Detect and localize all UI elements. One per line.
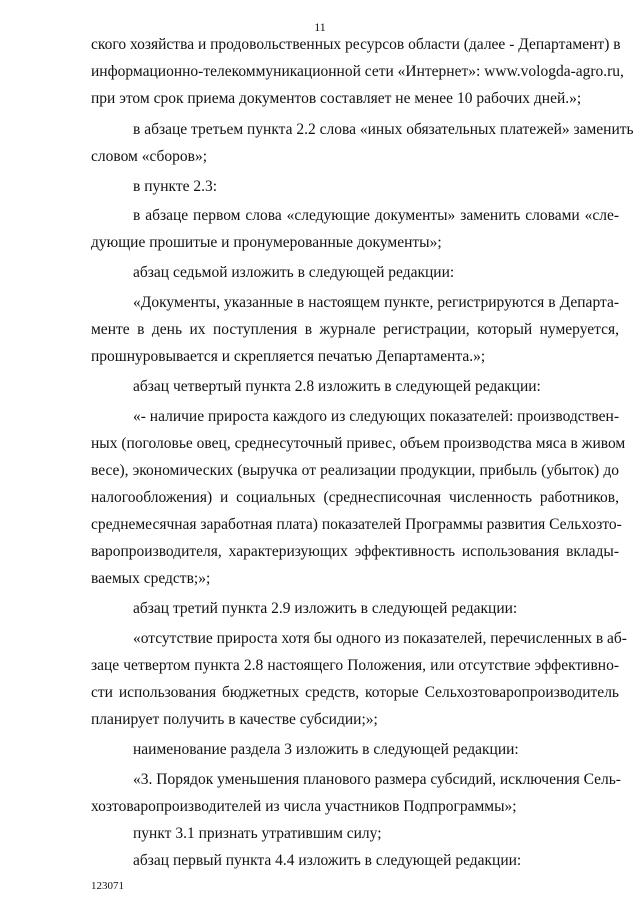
text-line: при этом срок приема документов составляет не менее 10 рабочих дней.»; — [91, 90, 582, 107]
text-line: «3. Порядок уменьшения планового размера субсидий, исключения Сель- — [133, 771, 621, 788]
text-line: ского хозяйства и продовольственных ресурсов области (далее - Департамент) в — [91, 36, 621, 53]
text-line: информационно-телекоммуникационной сети «Интернет»: www.vologda-agro.ru, — [91, 63, 624, 80]
text-line: дующие прошитые и пронумерованные документы»; — [91, 234, 442, 251]
text-line: в абзаце третьем пункта 2.2 слова «иных обязательных платежей» заменить — [133, 121, 634, 138]
text-line: ных (поголовье овец, среднесуточный привес, объем производства мяса в живом — [91, 435, 626, 452]
text-line: ваемых средств;»; — [91, 570, 211, 587]
text-line: заце четвертом пункта 2.8 настоящего Положения, или отсутствие эффективно- — [91, 657, 619, 674]
text-line: весе), экономических (выручка от реализации продукции, прибыль (убыток) до — [91, 462, 619, 479]
text-line: абзац первый пункта 4.4 изложить в следующей редакции: — [133, 852, 522, 869]
text-line: налогообложения) и социальных (среднесписочная численность работников, — [91, 489, 619, 506]
document-id: 123071 — [91, 880, 124, 892]
page-number: 11 — [314, 20, 326, 34]
text-line: менте в день их поступления в журнале регистрации, который нумеруется, — [91, 321, 619, 338]
text-line: «- наличие прироста каждого из следующих показателей: производствен- — [133, 408, 619, 425]
text-line: «отсутствие прироста хотя бы одного из показателей, перечисленных в аб- — [133, 630, 627, 647]
text-line: словом «сборов»; — [91, 148, 208, 165]
text-line: в пункте 2.3: — [133, 178, 218, 195]
text-line: «Документы, указанные в настоящем пункте, регистрируются в Департа- — [133, 294, 619, 311]
text-line: абзац третий пункта 2.9 изложить в следующей редакции: — [133, 600, 518, 617]
text-line: варопроизводителя, характеризующих эффективность использования вклады- — [91, 543, 619, 560]
text-line: пункт 3.1 признать утратившим силу; — [133, 825, 382, 842]
text-line: прошнуровывается и скрепляется печатью Департамента.»; — [91, 348, 486, 365]
text-line: абзац четвертый пункта 2.8 изложить в следующей редакции: — [133, 378, 541, 395]
text-line: наименование раздела 3 изложить в следующей редакции: — [133, 741, 519, 758]
text-line: абзац седьмой изложить в следующей редакции: — [133, 264, 455, 281]
text-line: среднемесячная заработная плата) показателей Программы развития Сельхозто- — [91, 516, 622, 533]
text-line: в абзаце первом слова «следующие документы» заменить словами «сле- — [133, 207, 619, 224]
text-line: хозтоваропроизводителей из числа участников Подпрограммы»; — [91, 798, 517, 815]
text-line: сти использования бюджетных средств, которые Сельхозтоваропроизводитель — [91, 684, 619, 701]
text-line: планирует получить в качестве субсидии;»; — [91, 711, 378, 728]
